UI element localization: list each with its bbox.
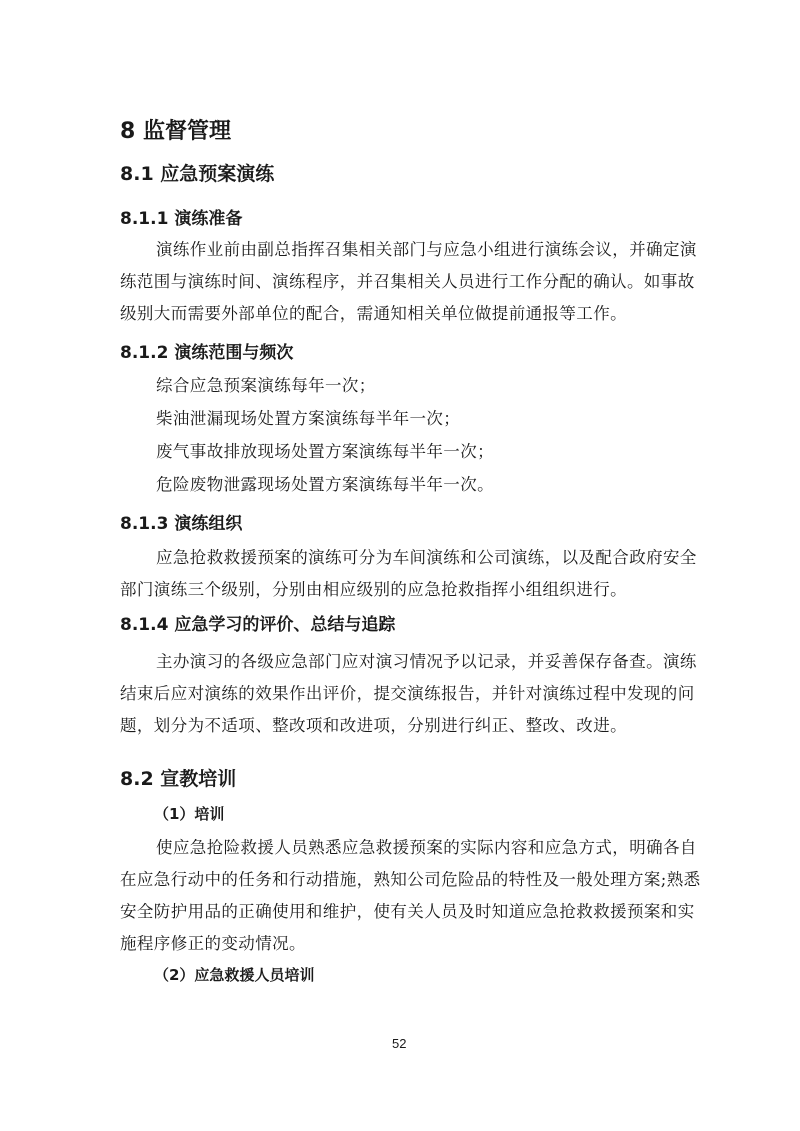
subsection-heading-8-1-2: 8.1.2 演练范围与频次 (120, 343, 294, 363)
subsection-heading-8-1-3: 8.1.3 演练组织 (120, 514, 243, 534)
subsection-heading-8-1-1: 8.1.1 演练准备 (120, 209, 243, 229)
paragraph-line: 部门演练三个级别，分别由相应级别的应急抢救指挥小组组织进行。 (120, 580, 627, 599)
section-heading-8-2: 8.2 宣教培训 (120, 768, 237, 790)
paragraph-line: 应急抢救救援预案的演练可分为车间演练和公司演练，以及配合政府安全 (156, 548, 697, 567)
paragraph-line: 在应急行动中的任务和行动措施，熟知公司危险品的特性及一般处理方案;熟悉 (120, 870, 701, 889)
paragraph-line: 级别大而需要外部单位的配合，需通知相关单位做提前通报等工作。 (120, 304, 627, 323)
list-item: 危险废物泄露现场处置方案演练每半年一次。 (156, 475, 494, 494)
chapter-heading: 8 监督管理 (120, 119, 231, 144)
list-item: 废气事故排放现场处置方案演练每半年一次； (156, 442, 494, 461)
paragraph-line: 安全防护用品的正确使用和维护，使有关人员及时知道应急抢救救援预案和实 (120, 902, 695, 921)
paragraph-line: 主办演习的各级应急部门应对演习情况予以记录，并妥善保存备查。演练 (156, 652, 697, 671)
section-heading-8-1: 8.1 应急预案演练 (120, 163, 275, 185)
list-item: 柴油泄漏现场处置方案演练每半年一次； (156, 409, 461, 428)
paragraph-line: 演练作业前由副总指挥召集相关部门与应急小组进行演练会议，并确定演 (156, 240, 697, 259)
list-item: 综合应急预案演练每年一次； (156, 376, 376, 395)
subheading-training: （1）培训 (154, 805, 225, 823)
paragraph-line: 练范围与演练时间、演练程序，并召集相关人员进行工作分配的确认。如事故 (120, 272, 695, 291)
paragraph-line: 结束后应对演练的效果作出评价，提交演练报告，并针对演练过程中发现的问 (120, 684, 695, 703)
page-number: 52 (392, 1036, 407, 1051)
subsection-heading-8-1-4: 8.1.4 应急学习的评价、总结与追踪 (120, 615, 396, 635)
subheading-rescue-training: （2）应急救援人员培训 (154, 966, 315, 984)
paragraph-line: 题，划分为不适项、整改项和改进项，分别进行纠正、整改、改进。 (120, 716, 627, 735)
paragraph-line: 使应急抢险救援人员熟悉应急救援预案的实际内容和应急方式，明确各自 (156, 838, 697, 857)
paragraph-line: 施程序修正的变动情况。 (120, 934, 306, 953)
